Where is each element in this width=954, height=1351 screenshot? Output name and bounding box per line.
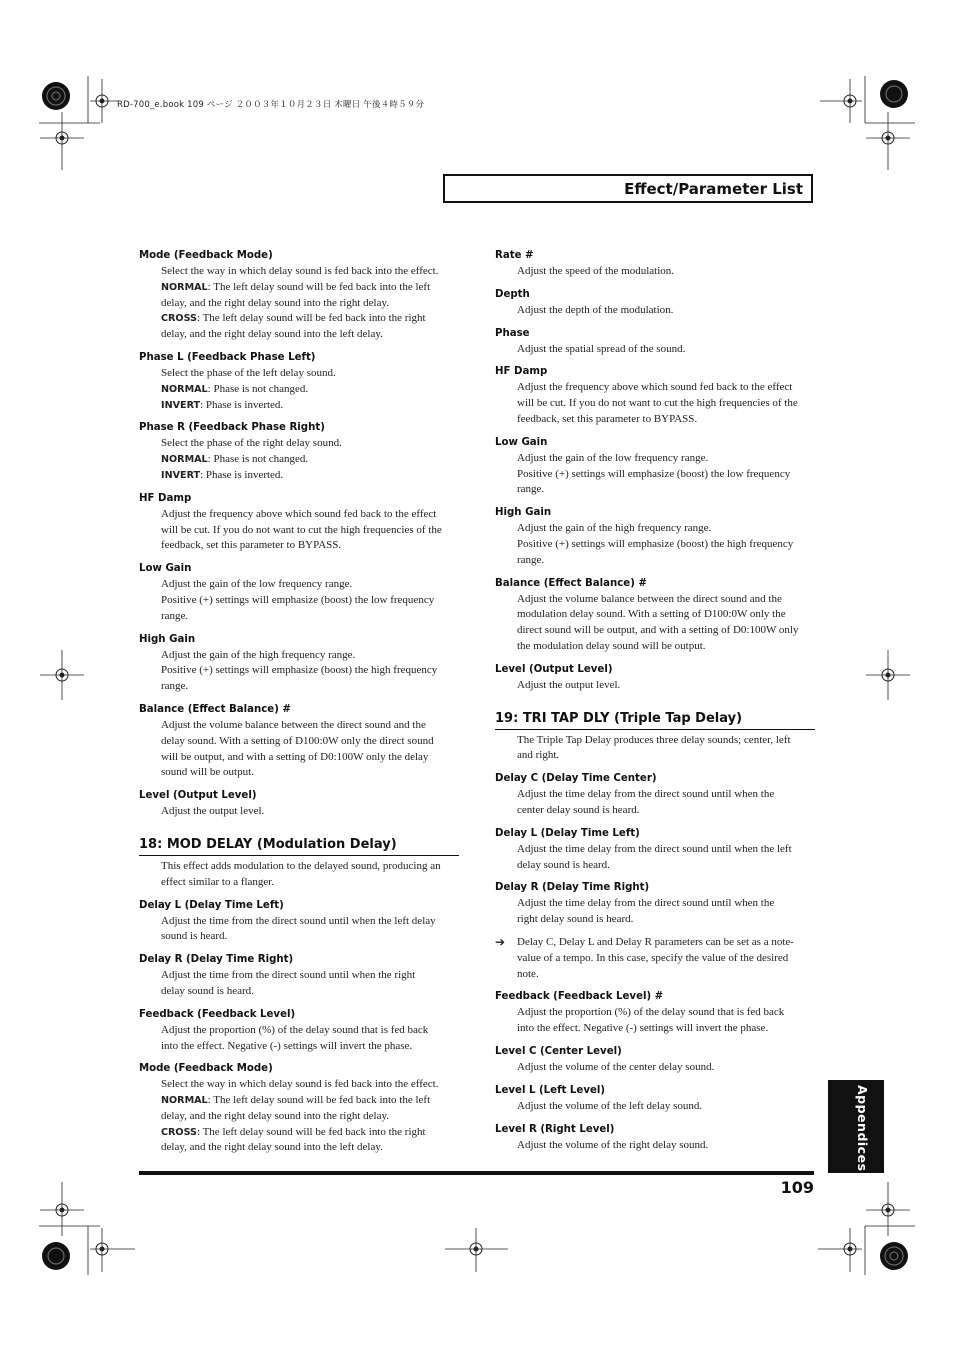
description-text: The Triple Tap Delay produces three delay sounds; center, left	[517, 733, 791, 746]
file-info-line: RD-700_e.book 109 ページ ２００３年１０月２３日 木曜日 午後４時５９分	[117, 100, 425, 110]
parameter-entry	[495, 1083, 815, 1115]
description-line	[495, 592, 815, 608]
description-text: Adjust the time from the direct sound until when the left delay	[161, 914, 436, 927]
description-text: delay, and the right delay sound into the left delay.	[161, 1141, 383, 1154]
parameter-title: Level C (Center Level)	[495, 1045, 622, 1057]
parameter-title: Delay R (Delay Time Right)	[495, 882, 650, 894]
note-block	[495, 935, 815, 982]
description-line	[495, 537, 815, 553]
description-text: range.	[517, 483, 545, 496]
description-line	[495, 1021, 815, 1037]
parameter-title: Level L (Left Level)	[495, 1084, 606, 1096]
spacer	[495, 569, 815, 576]
parameter-title: Delay L (Delay Time Left)	[495, 827, 640, 839]
arrow-right-icon: ➔	[495, 934, 506, 949]
description-text: effect similar to a flanger.	[161, 875, 275, 888]
parameter-title: Phase R (Feedback Phase Right)	[139, 422, 325, 434]
description-line	[139, 718, 459, 734]
option-keyword: CROSS	[161, 1126, 197, 1138]
parameter-title: HF Damp	[139, 492, 192, 504]
spacer	[139, 1156, 459, 1163]
description-text: Delay C, Delay L and Delay R parameters can be set as a note-	[517, 935, 794, 948]
spacer	[139, 781, 459, 788]
description-text: and right.	[517, 749, 560, 762]
description-text: Adjust the time delay from the direct sound until when the	[517, 788, 775, 801]
parameter-entry	[139, 632, 459, 695]
parameter-title: Mode (Feedback Mode)	[139, 250, 273, 261]
description-text: into the effect. Negative (-) settings will invert the phase.	[161, 1039, 413, 1052]
description-line	[495, 451, 815, 467]
description-line	[139, 366, 459, 382]
parameter-entry	[495, 505, 815, 568]
parameter-entry	[139, 1007, 459, 1055]
description-text: Positive (+) settings will emphasize (boost) the high frequency	[161, 664, 438, 677]
description-text: Select the way in which delay sound is fed back into the effect.	[161, 265, 439, 277]
parameter-title: Level R (Right Level)	[495, 1123, 615, 1135]
description-line	[139, 859, 459, 875]
description-text: will be output, and with a setting of D0:100W only the delay	[161, 750, 429, 763]
description-text: Adjust the proportion (%) of the delay sound that is fed back	[517, 1006, 785, 1019]
description-text: Adjust the volume balance between the direct sound and the	[161, 718, 426, 731]
description-text: This effect adds modulation to the delayed sound, producing an	[161, 859, 441, 872]
spacer	[139, 484, 459, 491]
parameter-entry	[495, 826, 815, 874]
description-text: Adjust the output level.	[161, 805, 265, 818]
description-line	[139, 609, 459, 625]
spacer	[139, 820, 459, 827]
section-heading: 19: TRI TAP DLY (Triple Tap Delay)	[495, 710, 815, 730]
spacer	[495, 694, 815, 701]
description-line	[495, 521, 815, 537]
description-line	[495, 896, 815, 912]
description-text: : Phase is inverted.	[200, 398, 284, 411]
spacer	[495, 1115, 815, 1122]
description-line	[495, 623, 815, 639]
parameter-entry	[139, 702, 459, 781]
description-line	[495, 678, 815, 694]
description-line	[495, 748, 815, 764]
description-text: modulation delay sound. With a setting of D100:0W only the	[517, 608, 786, 621]
description-line	[139, 538, 459, 554]
spacer	[139, 695, 459, 702]
parameter-entry	[495, 771, 815, 819]
description-text: : Phase is not changed.	[207, 382, 309, 395]
description-line	[139, 327, 459, 343]
page-header-box	[443, 174, 813, 203]
description-text: Adjust the speed of the modulation.	[517, 265, 675, 277]
description-text: delay sound is heard.	[161, 984, 254, 997]
spacer	[495, 1076, 815, 1083]
description-text: Positive (+) settings will emphasize (boost) the low frequency	[517, 467, 791, 480]
description-line	[495, 342, 815, 358]
option-keyword: CROSS	[161, 313, 197, 325]
parameter-entry	[495, 989, 815, 1037]
description-line	[495, 803, 815, 819]
parameter-title: Feedback (Feedback Level) #	[495, 991, 664, 1003]
spacer	[495, 357, 815, 364]
spacer	[139, 1054, 459, 1061]
section-heading: 18: MOD DELAY (Modulation Delay)	[139, 836, 459, 856]
footer-rule	[139, 1171, 814, 1175]
description-line	[495, 1138, 815, 1154]
description-text: delay, and the right delay sound into the right delay.	[161, 296, 389, 309]
description-text: delay sound. With a setting of D100:0W only the direct sound	[161, 734, 434, 747]
description-line	[495, 733, 815, 749]
parameter-title: Level (Output Level)	[139, 790, 257, 802]
description-line	[495, 482, 815, 498]
description-line	[139, 1140, 459, 1156]
description-line	[495, 380, 815, 396]
parameter-title: Low Gain	[495, 436, 548, 448]
description-line	[139, 875, 459, 891]
description-line	[495, 787, 815, 803]
description-line	[139, 984, 459, 1000]
description-text: : The left delay sound will be fed back into the right	[196, 312, 426, 325]
spacer	[139, 625, 459, 632]
description-text: range.	[517, 553, 545, 566]
spacer	[139, 945, 459, 952]
description-line	[495, 842, 815, 858]
description-text: Adjust the volume of the left delay sound.	[517, 1099, 703, 1112]
description-line	[495, 1099, 815, 1115]
description-text: value of a tempo. In this case, specify the value of the desired	[517, 951, 789, 964]
description-line	[495, 396, 815, 412]
description-line	[139, 968, 459, 984]
parameter-entry	[139, 350, 459, 413]
description-text: Select the phase of the right delay sound.	[161, 437, 342, 450]
description-text: Adjust the gain of the low frequency range.	[517, 451, 709, 464]
description-text: delay, and the right delay sound into the left delay.	[161, 328, 383, 341]
description-text: right delay sound is heard.	[517, 913, 634, 926]
section-intro	[495, 733, 815, 765]
spacer	[139, 1000, 459, 1007]
description-text: sound is heard.	[161, 930, 228, 943]
description-text: Select the way in which delay sound is fed back into the effect.	[161, 1078, 439, 1091]
description-line	[139, 280, 459, 296]
description-line	[139, 1125, 459, 1141]
description-line	[495, 639, 815, 655]
description-text: note.	[517, 967, 539, 980]
description-line	[139, 296, 459, 312]
description-text: feedback, set this parameter to BYPASS.	[161, 539, 342, 552]
parameter-entry	[495, 1044, 815, 1076]
description-text: Adjust the depth of the modulation.	[517, 303, 674, 316]
left-column	[139, 248, 459, 1163]
spacer	[139, 554, 459, 561]
parameter-entry	[139, 561, 459, 624]
description-text: Adjust the gain of the high frequency range.	[161, 648, 356, 661]
description-text: will be cut. If you do not want to cut the high frequencies of the	[517, 397, 798, 410]
spacer	[495, 764, 815, 771]
description-text: Adjust the time delay from the direct sound until when the left	[517, 842, 792, 855]
description-line	[139, 1077, 459, 1093]
description-text: Adjust the proportion (%) of the delay sound that is fed back	[161, 1023, 429, 1036]
parameter-entry	[495, 880, 815, 928]
spacer	[495, 280, 815, 287]
spacer	[495, 873, 815, 880]
description-text: will be cut. If you do not want to cut the high frequencies of the	[161, 523, 442, 536]
description-line	[139, 804, 459, 820]
description-line	[495, 1005, 815, 1021]
option-keyword: INVERT	[161, 399, 201, 411]
description-text: : The left delay sound will be fed back into the right	[196, 1125, 426, 1138]
description-line	[139, 648, 459, 664]
description-line	[495, 935, 815, 951]
description-text: Adjust the time delay from the direct sound until when the	[517, 897, 775, 910]
parameter-title: Balance (Effect Balance) #	[495, 577, 647, 589]
description-text: into the effect. Negative (-) settings will invert the phase.	[517, 1022, 769, 1035]
description-line	[139, 929, 459, 945]
description-line	[139, 507, 459, 523]
description-line	[139, 264, 459, 280]
spacer	[495, 1153, 815, 1160]
description-text: Adjust the output level.	[517, 678, 621, 691]
description-text: Adjust the gain of the low frequency range.	[161, 578, 353, 591]
spacer	[495, 1037, 815, 1044]
parameter-title: Rate #	[495, 250, 534, 261]
description-line	[139, 663, 459, 679]
description-line	[495, 303, 815, 319]
description-line	[139, 750, 459, 766]
parameter-entry	[495, 248, 815, 280]
description-text: feedback, set this parameter to BYPASS.	[517, 412, 698, 425]
parameter-title: Level (Output Level)	[495, 663, 613, 675]
option-keyword: NORMAL	[161, 281, 208, 293]
description-text: sound will be output.	[161, 766, 254, 779]
parameter-title: Feedback (Feedback Level)	[139, 1008, 296, 1020]
description-line	[495, 1060, 815, 1076]
description-line	[495, 858, 815, 874]
parameter-entry	[139, 1061, 459, 1156]
description-line	[495, 951, 815, 967]
spacer	[139, 343, 459, 350]
parameter-title: Mode (Feedback Mode)	[139, 1063, 273, 1075]
description-line	[139, 468, 459, 484]
description-text: Select the phase of the left delay sound.	[161, 366, 336, 379]
parameter-entry	[495, 364, 815, 427]
description-line	[139, 1093, 459, 1109]
parameter-entry	[139, 491, 459, 554]
description-line	[139, 1039, 459, 1055]
parameter-entry	[139, 248, 459, 343]
description-text: : The left delay sound will be fed back into the left	[207, 1094, 431, 1107]
description-line	[139, 1109, 459, 1125]
parameter-title: Low Gain	[139, 563, 192, 575]
description-line	[495, 912, 815, 928]
description-line	[139, 679, 459, 695]
parameter-title: Phase	[495, 327, 530, 339]
description-text: Positive (+) settings will emphasize (boost) the low frequency	[161, 593, 435, 606]
parameter-entry	[139, 420, 459, 483]
parameter-entry	[495, 326, 815, 358]
description-line	[139, 398, 459, 414]
description-line	[495, 467, 815, 483]
description-text: Adjust the volume balance between the direct sound and the	[517, 592, 782, 605]
description-text: the modulation delay sound will be output.	[517, 639, 706, 652]
spacer	[495, 319, 815, 326]
parameter-entry	[495, 662, 815, 694]
description-line	[139, 734, 459, 750]
parameter-title: Delay L (Delay Time Left)	[139, 899, 284, 911]
spacer	[495, 498, 815, 505]
description-text: Adjust the volume of the right delay sound.	[517, 1138, 709, 1151]
description-text: : The left delay sound will be fed back into the left	[207, 280, 431, 293]
parameter-title: Depth	[495, 288, 530, 300]
description-text: Adjust the gain of the high frequency range.	[517, 522, 712, 535]
description-line	[139, 382, 459, 398]
description-line	[495, 607, 815, 623]
parameter-title: HF Damp	[495, 366, 548, 378]
description-text: delay sound is heard.	[517, 858, 610, 871]
description-line	[495, 967, 815, 983]
description-line	[139, 436, 459, 452]
parameter-entry	[495, 435, 815, 498]
description-line	[495, 412, 815, 428]
side-tab-label: Appendices	[855, 1085, 870, 1172]
description-text: Adjust the volume of the center delay sound.	[517, 1060, 715, 1073]
side-tab	[828, 1080, 884, 1173]
description-text: range.	[161, 609, 189, 622]
parameter-title: Delay R (Delay Time Right)	[139, 954, 294, 966]
parameter-entry	[139, 788, 459, 820]
section-intro	[139, 859, 459, 891]
parameter-title: Phase L (Feedback Phase Left)	[139, 351, 316, 363]
spacer	[495, 982, 815, 989]
option-keyword: NORMAL	[161, 454, 208, 466]
parameter-entry	[495, 287, 815, 319]
right-column	[495, 248, 815, 1160]
spacer	[139, 891, 459, 898]
parameter-entry	[139, 898, 459, 946]
description-line	[139, 523, 459, 539]
description-line	[139, 1023, 459, 1039]
description-text: Adjust the spatial spread of the sound.	[517, 342, 686, 355]
description-text: direct sound will be output, and with a setting of D0:100W only	[517, 624, 799, 637]
description-line	[139, 593, 459, 609]
parameter-title: Delay C (Delay Time Center)	[495, 773, 657, 785]
description-text: Adjust the time from the direct sound until when the right	[161, 969, 416, 982]
spacer	[495, 928, 815, 935]
parameter-entry	[495, 576, 815, 655]
option-keyword: NORMAL	[161, 1095, 208, 1107]
description-line	[495, 553, 815, 569]
description-text: range.	[161, 680, 189, 693]
option-keyword: NORMAL	[161, 383, 208, 395]
spacer	[495, 655, 815, 662]
description-line	[139, 765, 459, 781]
page-number: 109	[780, 1178, 814, 1197]
description-text: Adjust the frequency above which sound fed back to the effect	[161, 507, 437, 520]
description-line	[139, 577, 459, 593]
description-text: : Phase is not changed.	[207, 453, 309, 466]
spacer	[495, 428, 815, 435]
description-line	[139, 452, 459, 468]
spacer	[495, 819, 815, 826]
parameter-title: Balance (Effect Balance) #	[139, 703, 291, 715]
parameter-entry	[495, 1122, 815, 1154]
parameter-title: High Gain	[495, 507, 552, 519]
description-line	[495, 264, 815, 280]
description-text: Positive (+) settings will emphasize (boost) the high frequency	[517, 537, 794, 550]
description-line	[139, 311, 459, 327]
description-text: center delay sound is heard.	[517, 803, 640, 816]
page-title: Effect/Parameter List	[624, 180, 803, 198]
option-keyword: INVERT	[161, 469, 201, 481]
spacer	[139, 413, 459, 420]
description-line	[139, 914, 459, 930]
description-text: Adjust the frequency above which sound fed back to the effect	[517, 381, 793, 394]
description-text: delay, and the right delay sound into the right delay.	[161, 1109, 389, 1122]
parameter-title: High Gain	[139, 633, 196, 645]
description-text: : Phase is inverted.	[200, 468, 284, 481]
parameter-entry	[139, 952, 459, 1000]
